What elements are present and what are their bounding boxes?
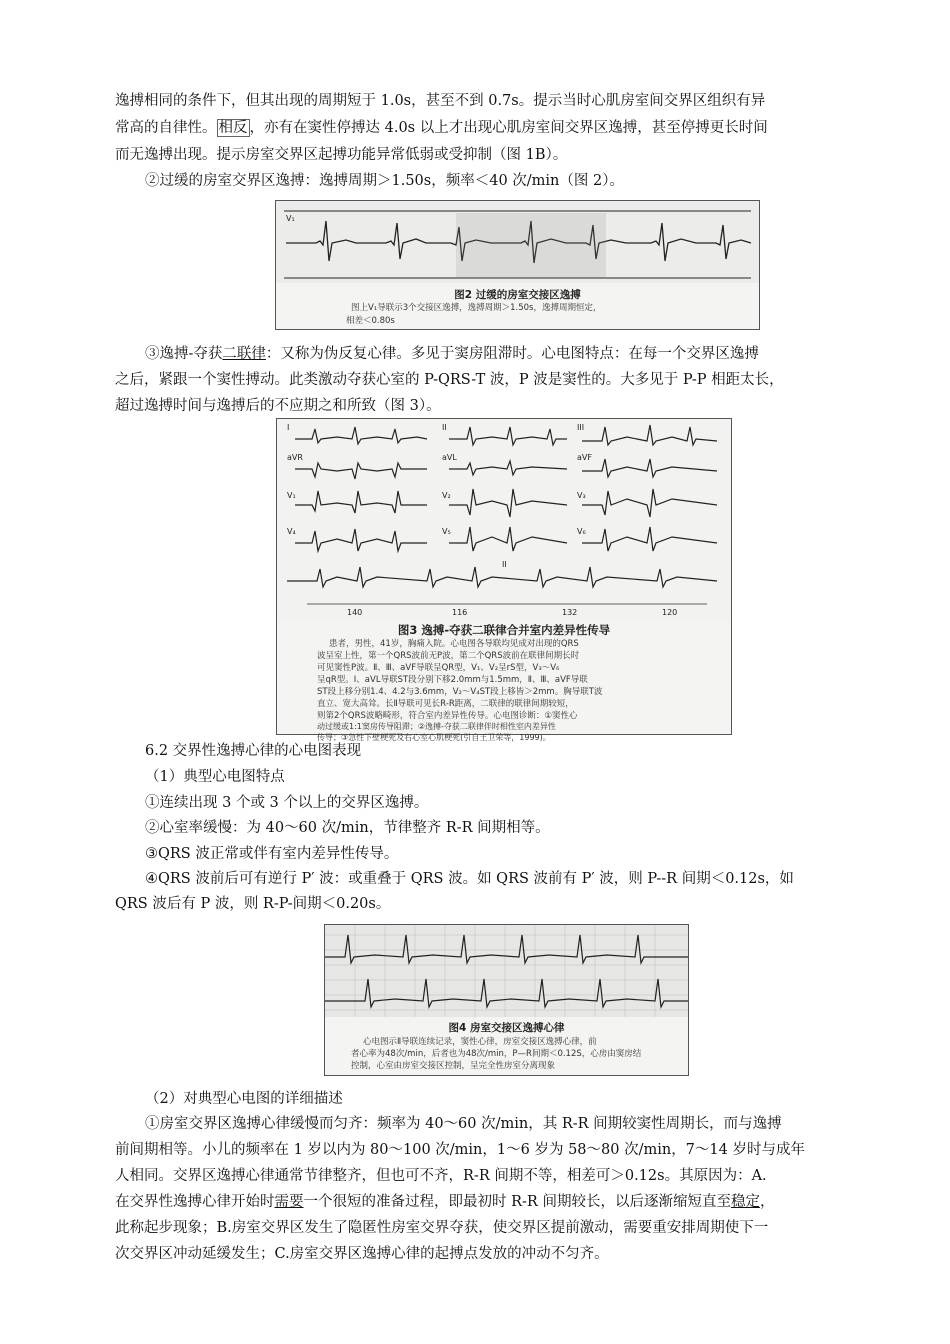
fig3-desc-line: ST段上移分别1.4、4.2与3.6mm，V₂～V₄ST段上移皆＞2mm。胸导联T波 xyxy=(317,687,603,697)
fig3-rhythm-lead: II xyxy=(502,560,507,569)
fig3-desc-line: 患者，男性，41岁，胸痛入院。心电图各导联均见成对出现的QRS xyxy=(329,639,579,649)
fig3-interval-4: 120 xyxy=(662,608,678,617)
marked-word-wending: 稳定 xyxy=(730,1194,760,1210)
detail-line2: 前间期相等。小儿的频率在 1 岁以内为 80～100 次/min，1～6 岁为 58～80 次/min，7～14 岁时与成年 xyxy=(115,1142,805,1158)
para1-line2 xyxy=(115,118,860,138)
fig3-desc-line: 波呈室上性，第一个QRS波前无P波，第二个QRS波前在联律间期长时 xyxy=(317,651,580,661)
fig4-caption: 图4 房室交接区逸搏心律 xyxy=(448,1022,565,1034)
para1-line2-rest: ，亦有在窦性停搏达 4.0s 以上才出现心肌房室间交界区逸搏，甚至停搏更长时间 xyxy=(249,120,768,136)
fig3-lead-V4: V₄ xyxy=(287,527,296,536)
fig2-desc-line1: 图上V₁导联示3个交接区逸搏，逸搏周期＞1.50s，逸搏周期恒定， xyxy=(351,303,602,313)
fig2-lead-label: V₁ xyxy=(286,214,295,223)
figure-3 xyxy=(276,418,732,742)
fig3-desc-line: 直立、宽大高耸。长Ⅱ导联可见长R-R距离，二联律的联律间期较短， xyxy=(317,699,574,709)
fig4-desc-line: 心电图示Ⅱ导联连续记录，窦性心律，房室交接区逸搏心律，前 xyxy=(363,1037,597,1047)
detail-line4-start: 在交界性逸搏心律开始时 xyxy=(115,1194,275,1210)
fig3-lead-aVR: aVR xyxy=(287,453,303,462)
fig4-desc-line: 者心率为48次/min，后者也为48次/min，P—R间期＜0.12S，心房由窦房结 xyxy=(351,1049,642,1059)
feature-4-line1: ④QRS 波前后可有逆行 P′ 波：或重叠于 QRS 波。如 QRS 波前有 P′ 波，则 P--R 间期＜0.12s，如 xyxy=(145,871,794,887)
feature-3: ③QRS 波正常或伴有室内差异性传导。 xyxy=(145,846,399,862)
marked-word-xuyao: 需要 xyxy=(274,1194,304,1210)
detail-line4-end: ， xyxy=(759,1194,775,1210)
feature-2: ②心室率缓慢：为 40～60 次/min，节律整齐 R-R 间期相等。 xyxy=(145,820,550,836)
subheading-detailed-description: （2）对典型心电图的详细描述 xyxy=(145,1091,343,1107)
detail-line5: 此称起步现象；B.房室交界区发生了隐匿性房室交界夺获，使交界区提前激动，需要重安排周期使下一 xyxy=(115,1220,769,1236)
fig3-lead-V5: V₅ xyxy=(442,527,451,536)
fig3-interval-2: 116 xyxy=(452,608,468,617)
figure-4 xyxy=(324,924,689,1076)
figure-2 xyxy=(275,200,760,330)
detail-line4-middle: 一个很短的准备过程，即最初时 R-R 间期较长，以后逐渐缩短直至 xyxy=(303,1194,731,1210)
detail-line3: 人相同。交界区逸搏心律通常节律整齐，但也可不齐，R-R 间期不等，相差可＞0.12s。其原因为：A. xyxy=(115,1168,767,1184)
para1-line2-start: 常高的自律性。 xyxy=(115,120,217,136)
detail-line1: ①房室交界区逸搏心律缓慢而匀齐：频率为 40～60 次/min，其 R-R 间期较窦性周期长，而与逸搏 xyxy=(145,1116,782,1132)
fig4-desc-line: 控制，心室由房室交接区控制，呈完全性房室分离现象 xyxy=(351,1061,556,1071)
detail-line6: 次交界区冲动延缓发生；C.房室交界区逸搏心律的起搏点发放的冲动不匀齐。 xyxy=(115,1246,609,1262)
para1-line3: 而无逸搏出现。提示房室交界区起搏功能异常低弱或受抑制（图 1B）。 xyxy=(115,147,568,163)
fig3-lead-III: III xyxy=(577,423,585,432)
fig3-lead-V6: V₆ xyxy=(577,527,586,536)
item2-text: ②过缓的房室交界区逸搏：逸搏周期＞1.50s，频率＜40 次/min（图 2）。 xyxy=(145,173,624,189)
fig2-ecg-strip xyxy=(276,201,759,283)
item3-line1 xyxy=(145,344,860,364)
section-6-2-heading: 6.2 交界性逸搏心律的心电图表现 xyxy=(145,743,362,759)
item3-line3: 超过逸搏时间与逸搏后的不应期之和所致（图 3）。 xyxy=(115,398,441,414)
fig2-desc-line2: 相差＜0.80s xyxy=(346,316,395,326)
item3-line2: 之后，紧跟一个窦性搏动。此类激动夺获心室的 P-QRS-T 波，P 波是窦性的。大多见于 P-P 相距太长， xyxy=(115,372,784,388)
fig3-lead-II: II xyxy=(442,423,447,432)
fig3-desc-line: 则第2个QRS波略畸形，符合室内差异性传导。心电图诊断：①窦性心 xyxy=(317,711,578,721)
item3-line1-rest: ：又称为伪反复心律。多见于窦房阻滞时。心电图特点：在每一个交界区逸搏 xyxy=(265,346,759,362)
fig4-ecg-strip xyxy=(325,925,688,1017)
fig3-desc-line: 呈qR型。Ⅰ、aVL导联ST段分别下移2.0mm与1.5mm，Ⅱ、Ⅲ、aVF导联 xyxy=(317,675,588,685)
fig3-lead-I: I xyxy=(287,423,290,432)
fig3-lead-V2: V₂ xyxy=(442,491,451,500)
subheading-typical-features: （1）典型心电图特点 xyxy=(145,769,285,785)
marked-word-xiangfan: 相反 xyxy=(218,120,248,136)
feature-4-line2: QRS 波后有 P 波，则 R-P-间期＜0.20s。 xyxy=(115,896,391,912)
fig3-desc-line: 动过缓或1:1窦房传导阻滞；②逸搏-夺获二联律伴时相性室内差异性 xyxy=(317,722,556,731)
fig3-caption: 图3 逸搏-夺获二联律合并室内差异性传导 xyxy=(397,623,611,637)
detail-line4 xyxy=(115,1192,860,1212)
fig3-interval-1: 140 xyxy=(347,608,363,617)
fig2-caption: 图2 过缓的房室交接区逸搏 xyxy=(454,289,581,301)
fig3-desc-line: 可见窦性P波。Ⅱ、Ⅲ、aVF导联呈QR型，V₁、V₂呈rS型，V₃～V₆ xyxy=(317,663,560,673)
marked-word-erlianlv: 二联律 xyxy=(222,346,266,362)
fig3-interval-3: 132 xyxy=(562,608,578,617)
fig3-lead-aVF: aVF xyxy=(577,453,592,462)
para1-line1: 逸搏相同的条件下，但其出现的周期短于 1.0s，甚至不到 0.7s。提示当时心肌房室间交界区组织有异 xyxy=(115,93,766,109)
feature-1: ①连续出现 3 个或 3 个以上的交界区逸搏。 xyxy=(145,795,429,811)
fig3-ecg-grid xyxy=(277,419,731,621)
fig3-lead-V1: V₁ xyxy=(287,491,296,500)
fig3-lead-V3: V₃ xyxy=(577,491,586,500)
fig3-lead-aVL: aVL xyxy=(442,453,457,462)
item3-line1-start: ③逸搏-夺获 xyxy=(145,346,223,362)
fig3-desc-line: 传导；③急性下壁梗死及右心室心肌梗死(引自王卫荣等，1999)。 xyxy=(317,733,551,742)
